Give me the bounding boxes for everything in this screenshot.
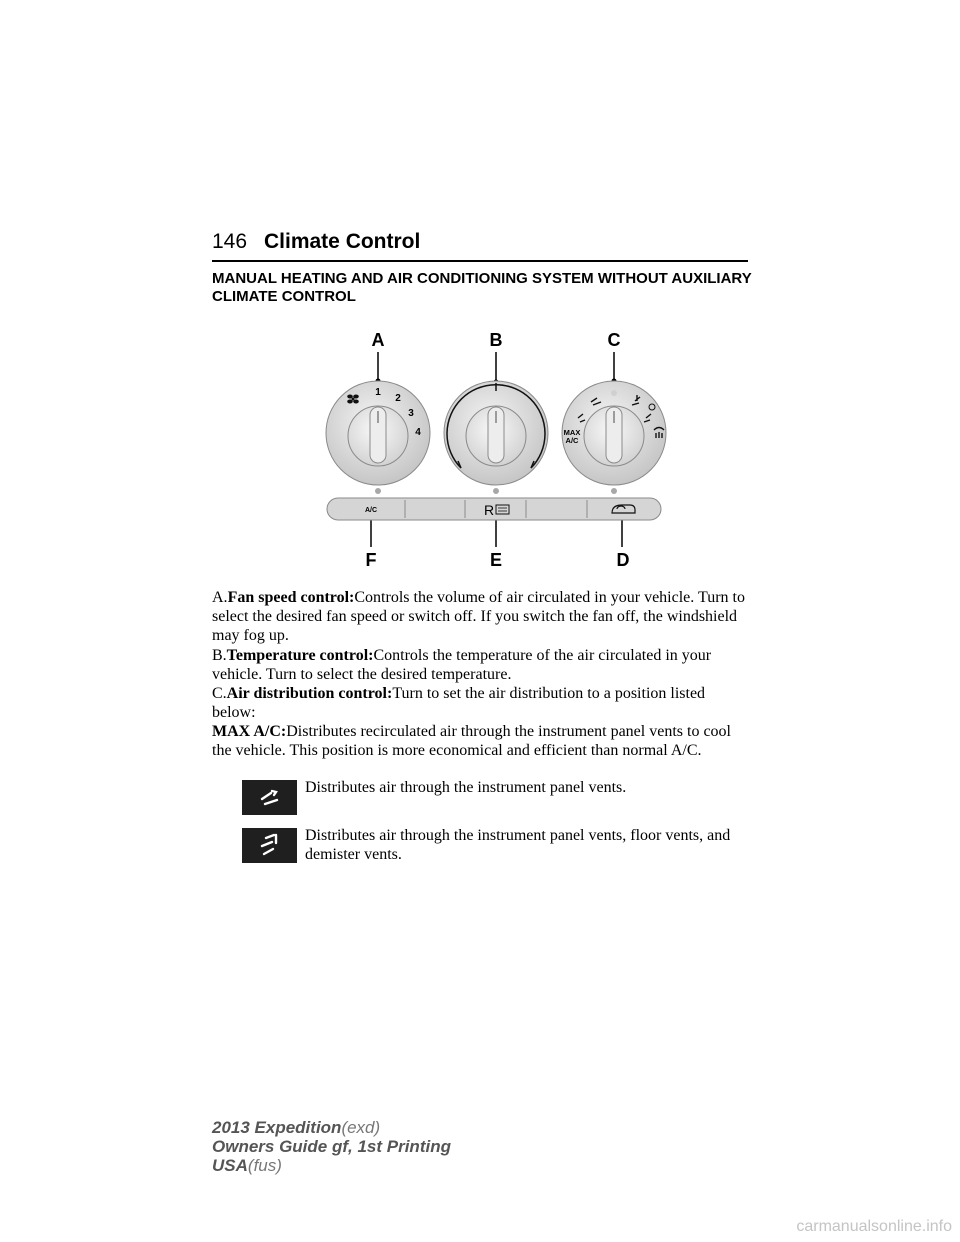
- fan-speed-3: 3: [408, 408, 414, 419]
- watermark: carmanualsonline.info: [796, 1218, 952, 1235]
- chapter-title: Climate Control: [264, 230, 421, 253]
- climate-control-figure: [310, 325, 670, 575]
- callout-d: D: [616, 550, 630, 570]
- footer-line-1: 2013 Expedition(exd): [212, 1118, 381, 1137]
- recirculated-air-button[interactable]: [587, 500, 659, 518]
- callout-e: E: [489, 550, 503, 570]
- panel-vent-description: Distributes air through the instrument panel vents.: [305, 779, 627, 796]
- fan-speed-4: 4: [415, 427, 421, 438]
- section-heading: MANUAL HEATING AND AIR CONDITIONING SYSTEM WITHOUT AUXILIARY CLIMATE CONTROL: [212, 270, 752, 305]
- recirculation-button-label: R: [483, 502, 495, 518]
- temperature-knob[interactable]: [444, 381, 548, 485]
- item-c-description: C.Air distribution control:Turn to set the air distribution to a position listed below:: [212, 685, 706, 721]
- page-number: 146: [212, 230, 248, 253]
- item-a-description: A.Fan speed control:Controls the volume of air circulated in your vehicle. Turn to select the desired fan speed or switch off. If you switch the fan off, the windshield may fog up.: [212, 589, 745, 644]
- page-header: [212, 230, 748, 260]
- panel-floor-demister-description: Distributes air through the instrument panel vents, floor vents, and demister vents.: [305, 827, 731, 863]
- fan-speed-1: 1: [375, 387, 381, 398]
- ac-button-label: A/C: [364, 507, 378, 514]
- callout-b: B: [489, 330, 503, 350]
- max-ac-label-bottom: A/C: [565, 436, 579, 445]
- callout-f: F: [365, 550, 377, 570]
- footer-line-2: Owners Guide gf, 1st Printing: [212, 1137, 451, 1156]
- climate-control-panel-illustration: [310, 325, 670, 575]
- fan-speed-2: 2: [395, 393, 401, 404]
- header-rule: [212, 260, 748, 262]
- panel-vent-icon: [242, 780, 297, 815]
- callout-a: A: [371, 330, 385, 350]
- max-ac-label-top: MAX: [563, 428, 581, 437]
- max-ac-description: MAX A/C:Distributes recirculated air through the instrument panel vents to cool the vehicle. This position is more economical and efficient than normal A/C.: [212, 723, 731, 759]
- footer-line-3: USA(fus): [212, 1156, 282, 1175]
- callout-c: C: [607, 330, 621, 350]
- item-b-description: B.Temperature control:Controls the temperature of the air circulated in your vehicle. Turn to select the desired temperature.: [212, 647, 712, 683]
- page-footer: [212, 1118, 451, 1175]
- panel-floor-demister-icon: [242, 828, 297, 863]
